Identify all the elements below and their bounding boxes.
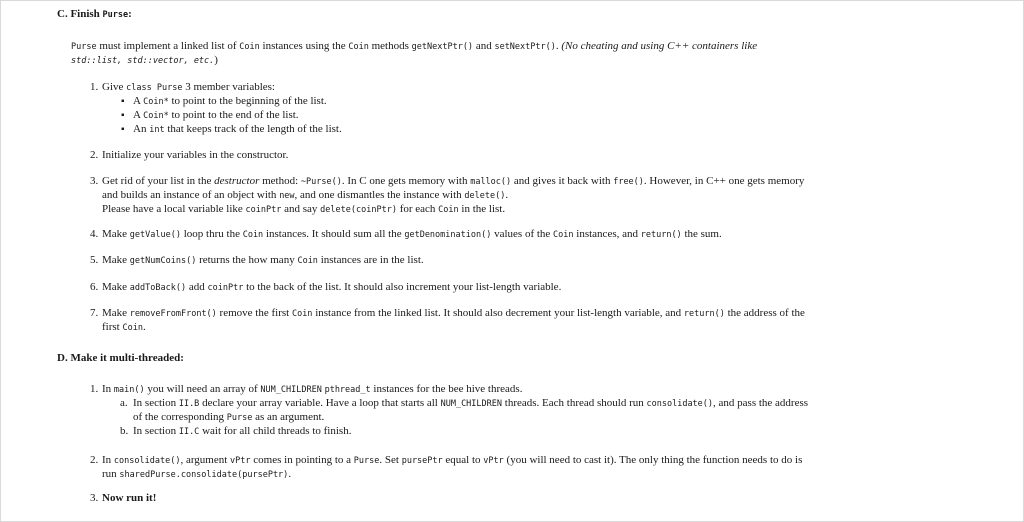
code-sharedpurse-consolidate: sharedPurse.consolidate(pursePtr): [119, 470, 289, 480]
code-purse: Purse: [353, 456, 380, 466]
text: Get rid of your list in the: [102, 175, 215, 187]
text: , and pass the address: [713, 397, 809, 409]
text: loop thru the: [180, 228, 243, 240]
text: and builds an instance of an object with: [102, 189, 280, 201]
code-getnumcoins: getNumCoins(): [129, 256, 197, 266]
code-coin: Coin: [239, 42, 260, 52]
subitem-label: b.: [120, 425, 129, 437]
text: and: [473, 40, 495, 52]
code-setnextptr: setNextPtr(): [494, 42, 556, 52]
code-removefromfront: removeFromFront(): [129, 309, 217, 319]
text: In: [102, 454, 114, 466]
code-delete-coinptr: delete(coinPtr): [320, 205, 397, 215]
code-new: new: [279, 191, 295, 201]
item-number: 4.: [90, 228, 99, 240]
section-c-item-5: [90, 254, 932, 268]
code-std-containers: std::list, std::vector, etc.: [71, 56, 215, 66]
section-c-item-6: [90, 281, 932, 295]
text: returns the how many: [196, 254, 298, 266]
text: first: [102, 321, 123, 333]
section-d-item-3: [90, 492, 932, 505]
text: threads. Each thread should run: [502, 397, 647, 409]
text: run: [102, 468, 120, 480]
text: to point to the beginning of the list.: [168, 95, 327, 107]
text: .: [505, 189, 509, 201]
text: .: [142, 321, 146, 333]
item-number: 7.: [90, 307, 99, 319]
bullet-length-int: [121, 123, 922, 137]
text: method:: [259, 175, 301, 187]
code-num-children: NUM_CHILDREN: [440, 399, 503, 409]
code-coin-ptr: Coin*: [143, 97, 169, 107]
text: to the back of the list. It should also increment your list-length variable.: [243, 281, 562, 293]
section-c-title-prefix: C. Finish: [57, 8, 103, 20]
text: . Set: [379, 454, 402, 466]
code-class-purse: class Purse: [126, 83, 183, 93]
code-purse: Purse: [71, 42, 97, 52]
section-c-item-4: [90, 228, 932, 242]
code-getnextptr: getNextPtr(): [411, 42, 474, 52]
text: A: [133, 109, 144, 121]
item-number: 3.: [90, 175, 99, 187]
bullet-end-pointer: [121, 109, 922, 123]
code-destructor: ~Purse(): [300, 177, 342, 187]
section-c-item-7: [90, 307, 932, 335]
text: , and one dismantles the instance with: [294, 189, 465, 201]
code-main: main(): [113, 385, 145, 395]
code-consolidate: consolidate(): [646, 399, 714, 409]
code-coin: Coin: [438, 205, 459, 215]
text: , argument: [180, 454, 231, 466]
text: as an argument.: [252, 411, 325, 423]
text: In: [102, 383, 114, 395]
text: (you will need to cast it). The only thing the function needs to do is: [503, 454, 803, 466]
text: Give: [102, 81, 127, 93]
note-italic: (No cheating and using C++ containers like: [561, 40, 758, 52]
text: .: [288, 468, 292, 480]
code-int: int: [149, 125, 165, 135]
code-purseptr: pursePtr: [401, 456, 443, 466]
text: 3 member variables:: [182, 81, 275, 93]
code-coin: Coin: [553, 230, 574, 240]
section-c-title-code: Purse: [102, 10, 129, 20]
subitem-label: a.: [120, 397, 128, 409]
code-return: return(): [683, 309, 725, 319]
code-num-children: NUM_CHILDREN: [260, 385, 322, 395]
item-number: 1.: [90, 81, 99, 93]
section-c-item-2: [90, 149, 922, 162]
text: instances are in the list.: [317, 254, 424, 266]
code-pthread-t: pthread_t: [324, 385, 371, 395]
section-c-intro: [71, 40, 917, 68]
text: comes in pointing to a: [250, 454, 354, 466]
item-number: 5.: [90, 254, 99, 266]
text: instances for the bee hive threads.: [370, 383, 523, 395]
text: for each: [396, 203, 439, 215]
text: add: [186, 281, 208, 293]
text: equal to: [442, 454, 484, 466]
code-coin: Coin: [122, 323, 143, 333]
item-number: 2.: [90, 149, 99, 161]
code-free: free(): [613, 177, 644, 187]
item-number: 3.: [90, 492, 99, 504]
text: In section: [133, 425, 179, 437]
item-number: 1.: [90, 383, 99, 395]
code-coinptr: coinPtr: [207, 283, 244, 293]
text: . In C one gets memory with: [341, 175, 471, 187]
code-coin: Coin: [291, 309, 313, 319]
code-vptr: vPtr: [230, 456, 251, 466]
section-c-heading: [57, 8, 132, 22]
text-italic: destructor: [214, 175, 260, 187]
text: to point to the end of the list.: [168, 109, 299, 121]
section-c-item-3: [90, 175, 932, 217]
code-section-iib: II.B: [178, 399, 200, 409]
text: instance from the linked list. It should also decrement your list-length variable, and: [312, 307, 684, 319]
code-coinptr: coinPtr: [245, 205, 282, 215]
text: in the list.: [458, 203, 506, 215]
subitem-a: [120, 397, 932, 425]
text: instances using the: [259, 40, 349, 52]
item-number: 2.: [90, 454, 99, 466]
code-malloc: malloc(): [470, 177, 512, 187]
text: the sum.: [681, 228, 722, 240]
text: must implement a linked list of: [96, 40, 240, 52]
section-c-title-suffix: :: [128, 8, 132, 20]
text: wait for all child threads to finish.: [199, 425, 352, 437]
text: Make: [102, 281, 130, 293]
section-d-heading: D. Make it multi-threaded:: [57, 352, 184, 364]
code-coin-ptr: Coin*: [143, 111, 169, 121]
text: methods: [368, 40, 412, 52]
item-number: 6.: [90, 281, 99, 293]
code-section-iic: II.C: [178, 427, 200, 437]
text: Make: [102, 254, 130, 266]
text: of the corresponding: [133, 411, 227, 423]
text: In section: [133, 397, 179, 409]
text: . However, in C++ one gets memory: [643, 175, 805, 187]
code-delete: delete(): [464, 191, 506, 201]
code-consolidate: consolidate(): [113, 456, 181, 466]
code-purse: Purse: [226, 413, 253, 423]
code-return: return(): [640, 230, 682, 240]
code-getvalue: getValue(): [129, 230, 181, 240]
text: and gives it back with: [511, 175, 614, 187]
subitem-b: [120, 425, 932, 439]
text: that keeps track of the length of the list.: [164, 123, 342, 135]
text: remove the first: [216, 307, 292, 319]
code-coin: Coin: [348, 42, 369, 52]
code-vptr: vPtr: [483, 456, 504, 466]
text: Initialize your variables in the constructor.: [102, 149, 289, 161]
text: Make: [102, 307, 130, 319]
text: instances, and: [573, 228, 641, 240]
text: declare your array variable. Have a loop that starts all: [199, 397, 441, 409]
section-c-item-1: [90, 81, 922, 137]
text: instances. It should sum all the: [263, 228, 405, 240]
text: ): [214, 54, 218, 66]
text: Make: [102, 228, 130, 240]
text: the address of the: [724, 307, 805, 319]
text: An: [133, 123, 150, 135]
section-d-item-1: [90, 383, 932, 439]
bullet-begin-pointer: [121, 95, 922, 109]
text: .: [555, 40, 562, 52]
code-coin: Coin: [297, 256, 318, 266]
text: you will need an array of: [144, 383, 261, 395]
code-getdenomination: getDenomination(): [404, 230, 492, 240]
text: Now run it!: [102, 492, 157, 504]
code-addtoback: addToBack(): [129, 283, 187, 293]
text: and say: [281, 203, 321, 215]
text: A: [133, 95, 144, 107]
code-coin: Coin: [242, 230, 264, 240]
text: values of the: [491, 228, 554, 240]
section-d-item-2: [90, 454, 932, 482]
text: Please have a local variable like: [102, 203, 246, 215]
